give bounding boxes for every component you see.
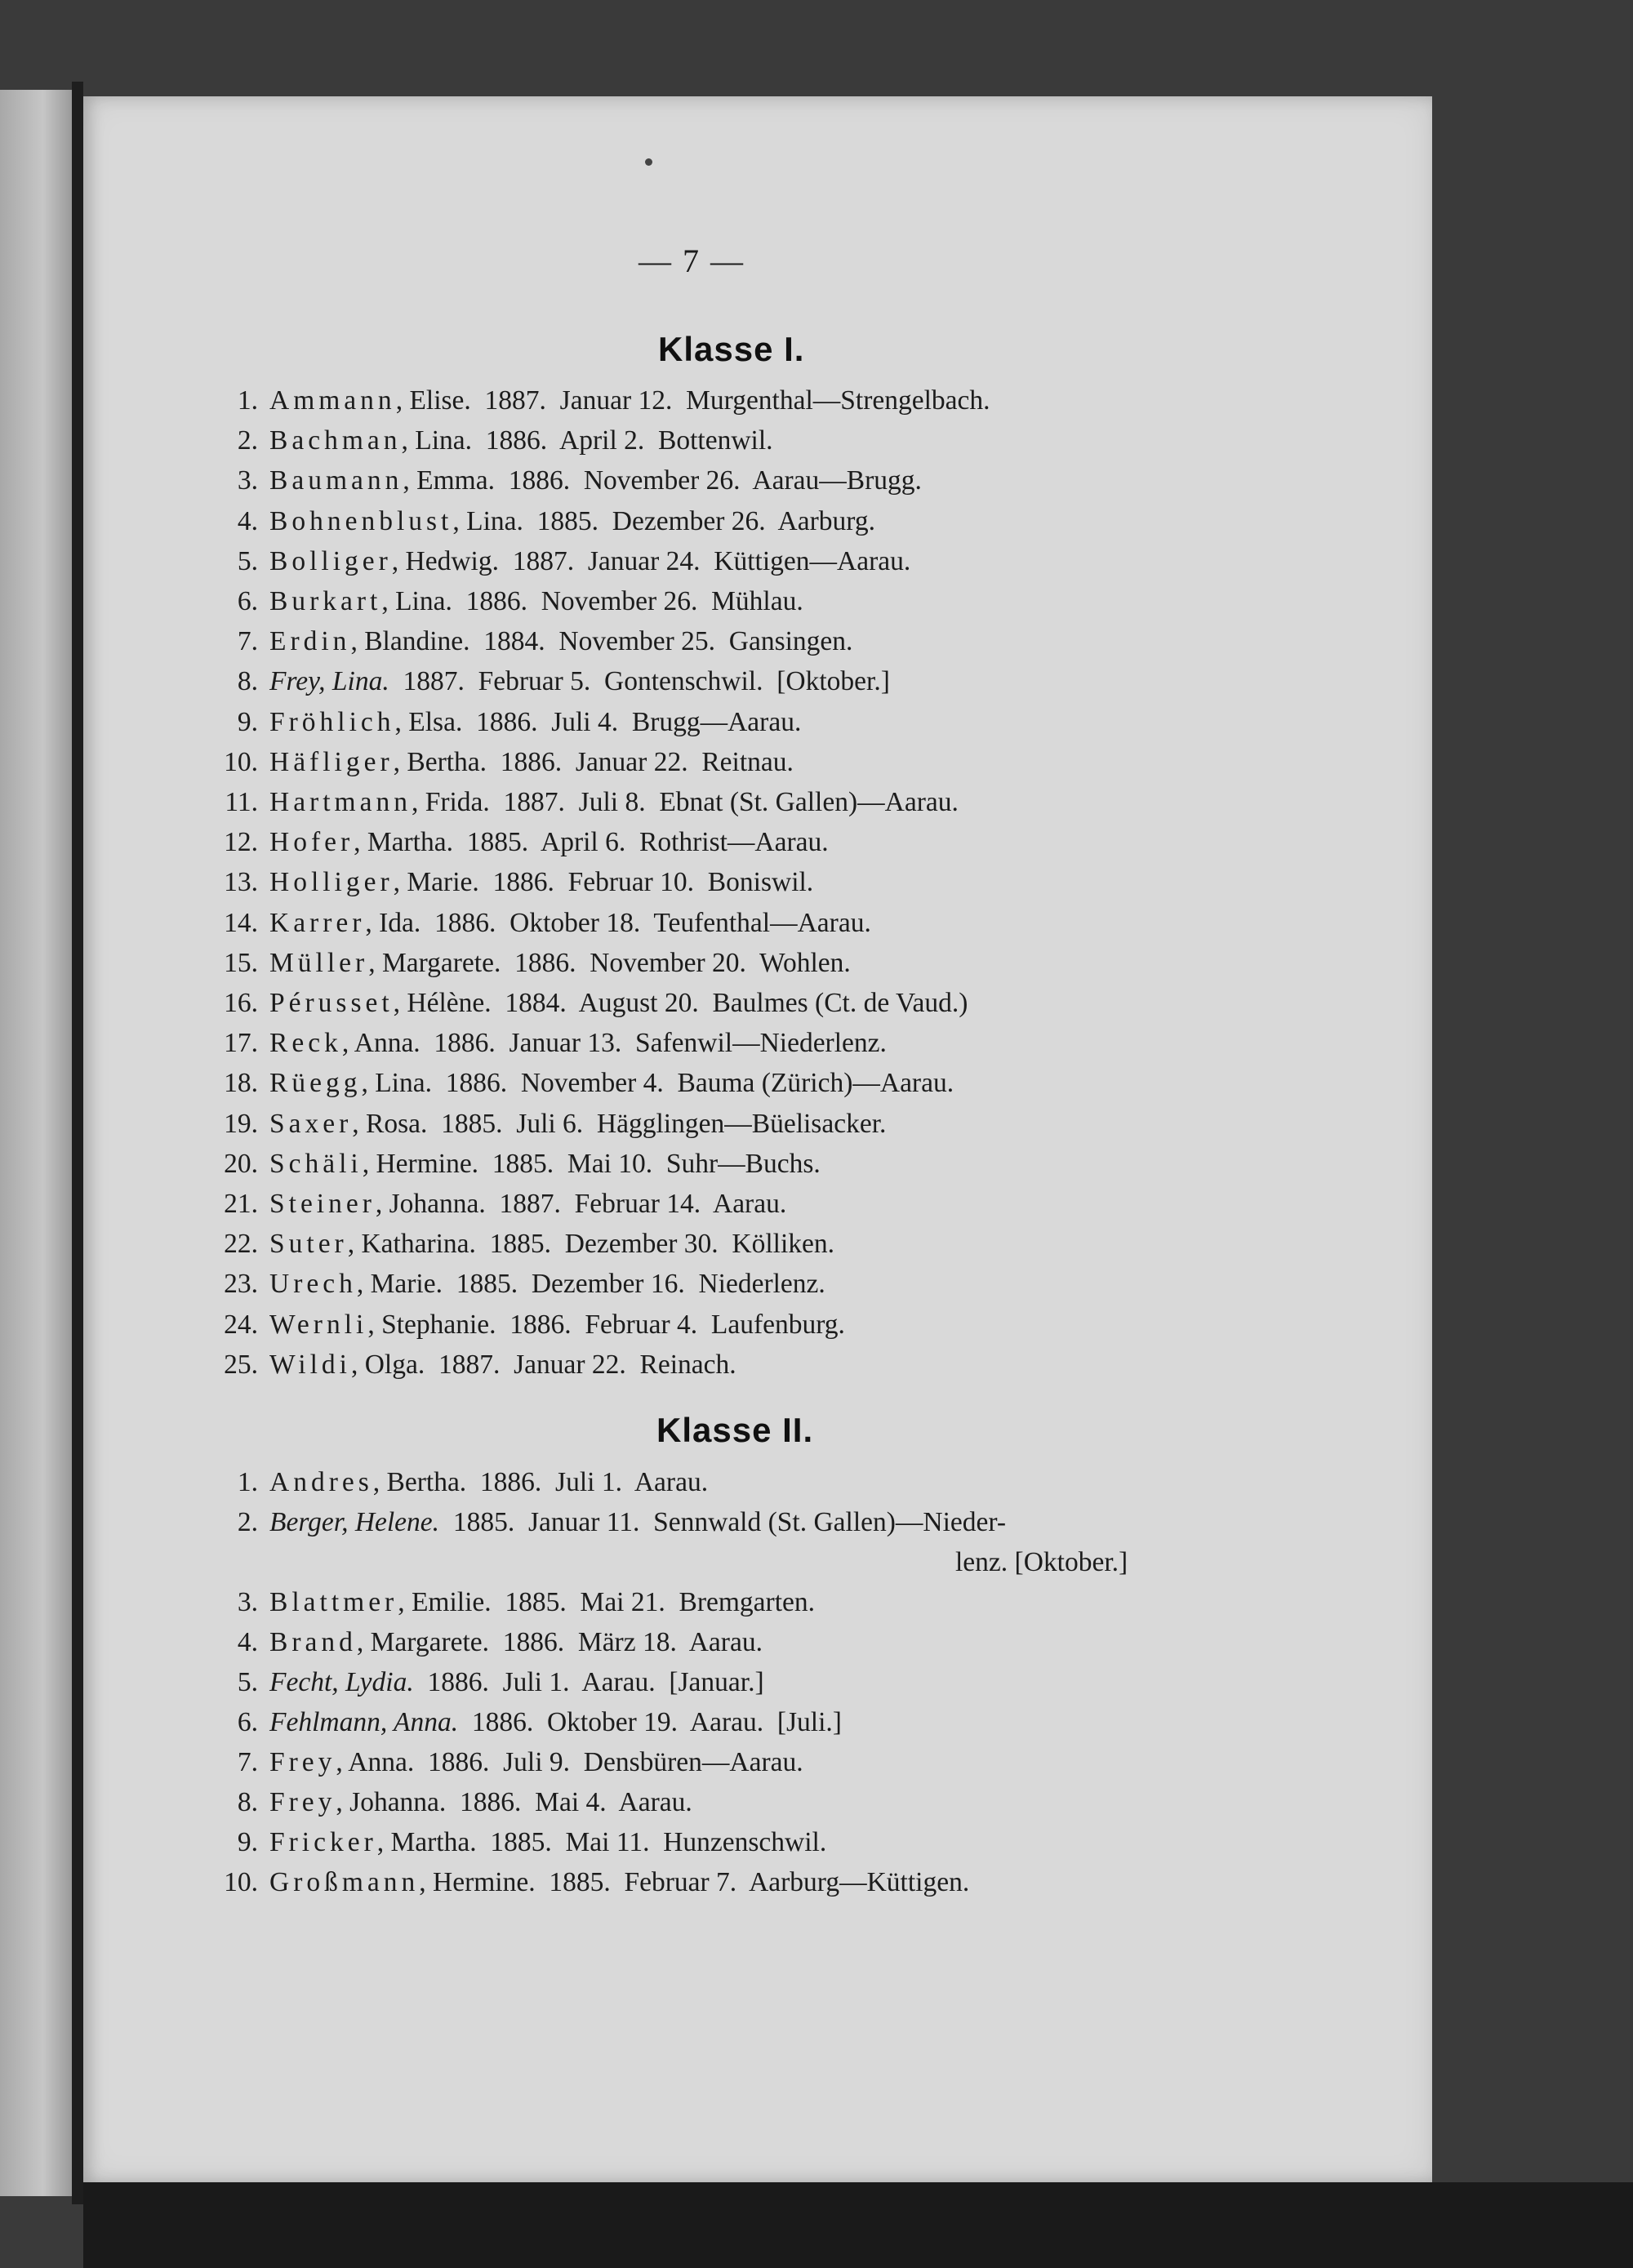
list-item-details: , Margarete. 1886. November 20. Wohlen. [368,947,851,978]
list-item-surname: Bolliger [269,545,392,576]
list-item-surname: Schäli [269,1148,363,1179]
list-item-number: 23. [224,1269,258,1300]
list-item-surname: Frey [269,1787,336,1817]
list-item-details: , Ida. 1886. Oktober 18. Teufenthal—Aarau. [365,907,871,938]
list-item-number: 21. [224,1189,258,1219]
list-item-surname: Pérusset [269,988,394,1018]
list-item [229,1702,1372,1742]
list-item-details: , Martha. 1885. Mai 11. Hunzenschwil. [376,1827,827,1857]
list-item-text [269,1305,845,1345]
list-item [229,1822,1372,1862]
list-item-text [269,943,851,983]
list-item-surname: Saxer [269,1108,353,1139]
list-item [225,782,1372,822]
list-item-number: 2. [237,1507,258,1537]
list-item-text [269,1023,887,1063]
list-item-details: , Elise. 1887. Januar 12. Murgenthal—Strengelbach. [395,385,990,416]
page-number: — 7 — [639,242,745,279]
list-item-details: , Lina. 1886. November 26. Mühlau. [381,586,803,616]
list-item-text [269,1782,692,1822]
klasse-1-heading: Klasse I. [658,330,805,368]
list-item-details: , Elsa. 1886. Juli 4. Brugg—Aarau. [394,706,802,737]
list-item-details: , Hedwig. 1887. Januar 24. Küttigen—Aarau. [391,545,911,576]
list-item-details: , Frida. 1887. Juli 8. Ebnat (St. Gallen)—Aarau. [411,787,959,817]
list-item-surname: Fröhlich [269,706,395,737]
list-item-text [269,822,829,862]
list-item-text [269,1462,708,1502]
list-item [224,1184,1372,1224]
list-item-text [269,1345,736,1385]
list-item [229,1782,1372,1822]
list-item-name-italic: Frey, Lina. [269,666,389,697]
list-item-surname: Bohnenblust [269,505,453,536]
list-item-details: , Marie. 1885. Dezember 16. Niederlenz. [356,1269,825,1300]
list-item-text [269,621,852,661]
list-item-number: 8. [237,666,258,697]
list-item-name-italic: Fecht, Lydia. [269,1667,414,1697]
list-item-text [269,862,813,902]
list-item-number: 3. [237,465,258,496]
list-item [224,1862,1372,1902]
list-item-number: 1. [237,385,258,416]
list-item-number: 4. [237,1627,258,1657]
list-item-details: , Stephanie. 1886. Februar 4. Laufenburg. [367,1309,845,1340]
list-item-details: , Margarete. 1886. März 18. Aarau. [356,1627,763,1657]
list-item-details: , Johanna. 1886. Mai 4. Aarau. [336,1787,692,1817]
list-item-surname: Bachman [269,425,402,456]
list-item-text [269,1662,764,1702]
list-item-number: 16. [224,988,258,1018]
list-item-text [269,742,794,782]
list-item-text [269,983,968,1023]
list-item-surname: Hofer [269,827,354,858]
list-item-number: 15. [224,947,258,978]
list-item-surname: Hartmann [269,787,412,817]
list-item-surname: Erdin [269,626,351,657]
list-item-details: , Lina. 1886. April 2. Bottenwil. [401,425,773,456]
book-binding [72,82,83,2204]
list-item-text [269,903,871,943]
list-item-text [269,420,773,460]
list-item-number: 9. [237,1827,258,1857]
list-item-details: , Bertha. 1886. Januar 22. Reitnau. [393,746,794,777]
list-item-details: , Olga. 1887. Januar 22. Reinach. [350,1349,736,1380]
list-item [224,1264,1372,1304]
klasse-2-heading: Klasse II. [656,1411,814,1449]
list-item-number: 4. [237,505,258,536]
list-item-number: 25. [224,1349,258,1380]
list-item-number: 13. [224,867,258,898]
list-item-name-italic: Fehlmann, Anna. [269,1707,459,1737]
scan-bottom-edge [83,2182,1633,2268]
list-item-number: 10. [224,746,258,777]
list-item-details: , Emilie. 1885. Mai 21. Bremgarten. [398,1587,815,1617]
list-item-text [269,1502,1006,1542]
list-item-number: 10. [224,1867,258,1897]
list-item-text [269,501,875,541]
list-item-text [269,460,922,500]
list-item-details: , Anna. 1886. Januar 13. Safenwil—Niederlenz. [341,1028,887,1059]
list-item [229,1662,1372,1702]
list-item-details: , Anna. 1886. Juli 9. Densbüren—Aarau. [336,1747,803,1777]
list-item-number: 5. [237,545,258,576]
list-item-number: 9. [237,706,258,737]
list-item [229,1622,1372,1662]
list-item-surname: Steiner [269,1189,376,1219]
list-item-details: , Katharina. 1885. Dezember 30. Kölliken. [347,1229,835,1260]
list-item-details: , Johanna. 1887. Februar 14. Aarau. [375,1189,787,1219]
list-item-text [269,702,801,742]
list-item-text [269,661,890,701]
list-item-number: 11. [225,787,258,817]
list-item [229,501,1372,541]
list-item [224,1305,1372,1345]
list-item-text [269,1822,826,1862]
list-item [224,1104,1372,1144]
list-item [229,702,1372,742]
list-item [224,903,1372,943]
list-item-surname: Wernli [269,1309,368,1340]
list-item [229,621,1372,661]
list-item-surname: Fricker [269,1827,377,1857]
list-item-text [269,782,959,822]
list-item [229,581,1372,621]
list-item-details: , Rosa. 1885. Juli 6. Hägglingen—Büelisacker. [352,1108,887,1139]
list-item [224,1144,1372,1184]
list-item-number: 6. [237,1707,258,1737]
list-item [229,1502,1372,1542]
list-item [229,420,1372,460]
list-item-details: 1885. Januar 11. Sennwald (St. Gallen)—Nieder- [439,1507,1007,1537]
list-item-number: 14. [224,907,258,938]
list-item-continuation: lenz. [Oktober.] [955,1547,1128,1577]
list-item-text [269,1582,815,1622]
list-item-details: 1886. Juli 1. Aarau. [Januar.] [413,1667,764,1697]
list-item [224,1224,1372,1264]
previous-page-edge [0,90,72,2196]
list-item-text [269,1184,786,1224]
list-item-details: , Martha. 1885. April 6. Rothrist—Aarau. [354,827,829,858]
list-item-details: , Lina. 1886. November 4. Bauma (Zürich)—Aarau. [361,1068,954,1099]
list-item-number: 5. [237,1667,258,1697]
list-item-details: , Marie. 1886. Februar 10. Boniswil. [393,867,814,898]
list-item-text [269,1862,969,1902]
list-item [229,1462,1372,1502]
list-item-text [269,1622,763,1662]
list-item-text [269,1144,821,1184]
list-item-name-italic: Berger, Helene. [269,1507,440,1537]
list-item-text [269,1702,842,1742]
list-item-number: 24. [224,1309,258,1340]
list-item [229,541,1372,581]
list-item-number: 8. [237,1787,258,1817]
list-item [229,380,1372,420]
list-item [224,1063,1372,1103]
list-item-details: 1886. Oktober 19. Aarau. [Juli.] [458,1707,842,1737]
list-item-surname: Reck [269,1028,342,1059]
list-item-details: 1887. Februar 5. Gontenschwil. [Oktober.] [389,666,890,697]
list-item [224,862,1372,902]
list-item-text [269,1063,954,1103]
list-item [224,1345,1372,1385]
list-item-details: , Hermine. 1885. Mai 10. Suhr—Buchs. [362,1148,821,1179]
list-item-details: , Hélène. 1884. August 20. Baulmes (Ct. de Vaud.) [393,988,968,1018]
list-item-number: 6. [237,586,258,616]
list-item-surname: Holliger [269,867,394,898]
list-item-text [269,380,990,420]
list-item-number: 3. [237,1587,258,1617]
list-item-number: 18. [224,1068,258,1099]
list-item [224,1023,1372,1063]
list-item-details: , Emma. 1886. November 26. Aarau—Brugg. [403,465,922,496]
list-item-number: 7. [237,626,258,657]
list-item [229,661,1372,701]
list-item [224,943,1372,983]
list-item-number: 2. [237,425,258,456]
list-item-details: , Bertha. 1886. Juli 1. Aarau. [372,1467,709,1497]
list-item [224,742,1372,782]
list-item-surname: Suter [269,1229,348,1260]
list-item-number: 1. [237,1467,258,1497]
list-item-surname: Häfliger [269,746,394,777]
list-item-surname: Frey [269,1747,336,1777]
list-item-number: 22. [224,1229,258,1260]
list-item-text [269,1742,803,1782]
list-item-surname: Rüegg [269,1068,362,1099]
list-item-number: 7. [237,1747,258,1777]
list-item [229,1582,1372,1622]
list-item-details: , Hermine. 1885. Februar 7. Aarburg—Küttigen. [419,1867,970,1897]
list-item-details: , Blandine. 1884. November 25. Gansingen. [350,626,853,657]
list-item [229,1742,1372,1782]
list-item-number: 20. [224,1148,258,1179]
list-item-number: 12. [224,827,258,858]
list-item-text [269,1104,886,1144]
list-item-surname: Großmann [269,1867,420,1897]
list-item [224,822,1372,862]
list-item-surname: Wildi [269,1349,351,1380]
list-item-surname: Baumann [269,465,403,496]
list-item-text [269,541,910,581]
list-item-surname: Müller [269,947,369,978]
list-item-number: 19. [224,1108,258,1139]
list-item-text [269,1264,825,1304]
list-item-text [269,1224,834,1264]
list-item-surname: Ammann [269,385,396,416]
list-item-text [269,581,803,621]
list-item-surname: Blattmer [269,1587,398,1617]
list-item-surname: Burkart [269,586,382,616]
list-item-surname: Karrer [269,907,366,938]
ink-dot [645,158,652,166]
document-page [83,96,1432,2182]
list-item-details: , Lina. 1885. Dezember 26. Aarburg. [452,505,875,536]
list-item-surname: Andres [269,1467,373,1497]
list-item [229,460,1372,500]
list-item-number: 17. [224,1028,258,1059]
list-item [224,983,1372,1023]
list-item-surname: Brand [269,1627,357,1657]
list-item-surname: Urech [269,1269,357,1300]
